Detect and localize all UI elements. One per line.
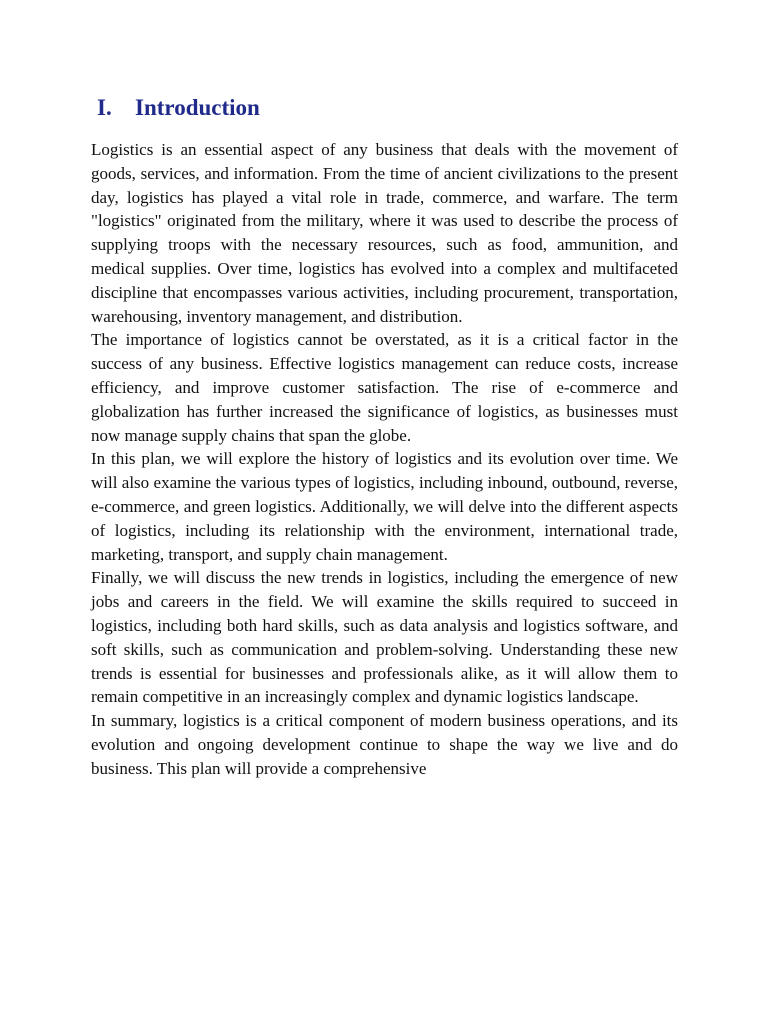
paragraph-plan: In this plan, we will explore the history of logistics and its evolution over time. We will also examine the various types of logistics, including inbound, outbound, reverse, e-commerce, and green logistics. Additionally, we will delve into the different aspects of logistics, including its relationship with the environment, international trade, marketing, transport, and supply chain management. bbox=[91, 449, 678, 564]
paragraph-summary: In summary, logistics is a critical component of modern business operations, and its evolution and ongoing development continue to shape the way we live and do business. This plan will provide a comprehensive bbox=[91, 711, 678, 778]
paragraph-importance: The importance of logistics cannot be overstated, as it is a critical factor in the success of any business. Effective logistics management can reduce costs, increase efficiency, and improve customer satisfaction. The rise of e-commerce and globalization has further increased the significance of logistics, as businesses must now manage supply chains that span the globe. bbox=[91, 330, 678, 445]
paragraph-trends: Finally, we will discuss the new trends in logistics, including the emergence of new jobs and careers in the field. We will examine the skills required to succeed in logistics, including both hard skills, such as data analysis and logistics software, and soft skills, such as communication and problem-solving. Understanding these new trends is essential for businesses and professionals alike, as it will allow them to remain competitive in an increasingly complex and dynamic logistics landscape. bbox=[91, 568, 678, 707]
paragraph-intro: Logistics is an essential aspect of any business that deals with the movement of goods, services, and information. From the time of ancient civilizations to the present day, logistics has played a vital role in trade, commerce, and warfare. The term "logistics" originated from the military, where it was used to describe the process of supplying troops with the necessary resources, such as food, ammunition, and medical supplies. Over time, logistics has evolved into a complex and multifaceted discipline that encompasses various activities, including procurement, transportation, warehousing, inventory management, and distribution. bbox=[91, 140, 678, 326]
section-number: I. bbox=[97, 95, 112, 120]
section-title: Introduction bbox=[135, 95, 260, 120]
document-body bbox=[91, 138, 678, 781]
section-heading bbox=[97, 92, 260, 124]
